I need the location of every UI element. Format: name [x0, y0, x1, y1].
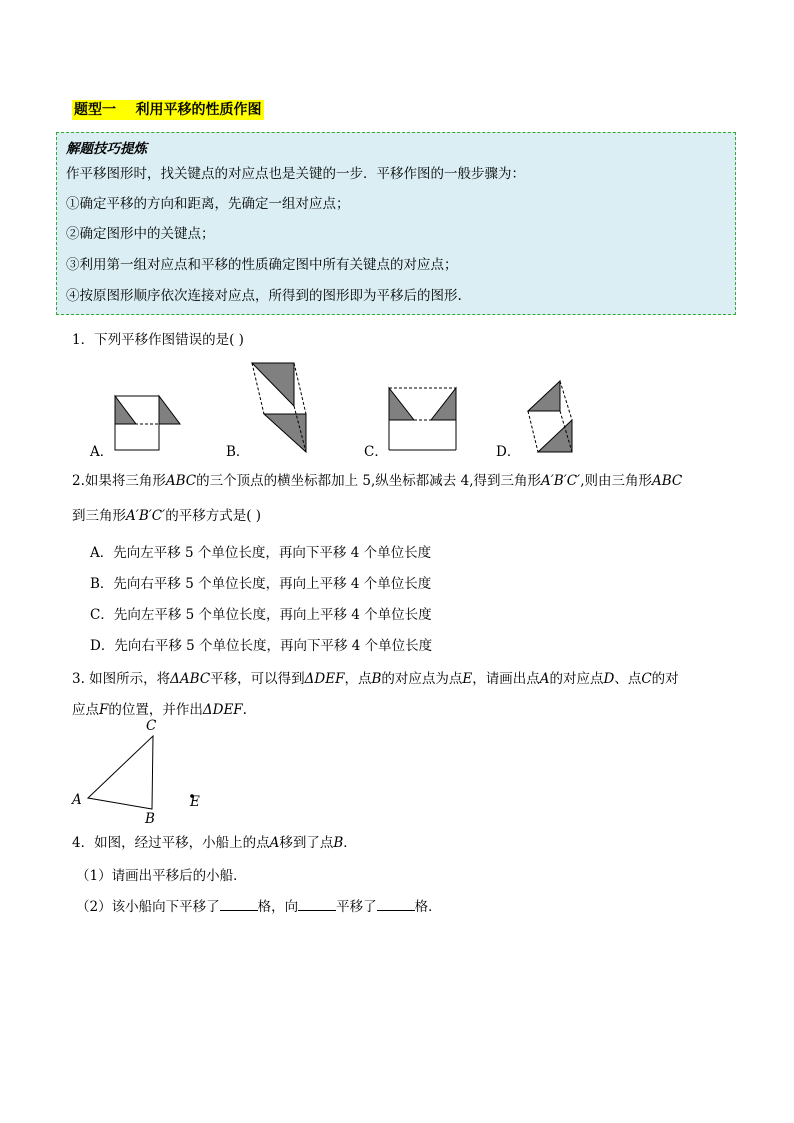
q4-sub-1: （1）请画出平移后的小船． [76, 868, 247, 884]
q2-option-d: D．先向右平移 5 个单位长度，再向下平移 4 个单位长度 [90, 638, 433, 654]
q3-point-c: C [146, 718, 157, 734]
q2-line-1: 2.如果将三角形ABC的三个顶点的横坐标都加上 5,纵坐标都减去 4,得到三角形A′B′C′,则由三角形ABC [72, 473, 683, 489]
q2-option-b: B．先向右平移 5 个单位长度，再向上平移 4 个单位长度 [90, 576, 432, 592]
q1-option-d-label: D． [496, 444, 521, 460]
q3-line-1: 3. 如图所示，将ΔABC平移，可以得到ΔDEF，点B的对应点为点E，请画出点A的对应点D、点C的对 [72, 671, 679, 687]
q4-stem: 4．如图，经过平移，小船上的点A移到了点B． [72, 835, 357, 851]
q2-option-a: A．先向左平移 5 个单位长度，再向下平移 4 个单位长度 [90, 545, 432, 561]
q1-option-b-label: B． [226, 444, 250, 460]
tips-line-4: ③利用第一组对应点和平移的性质确定图中所有关键点的对应点； [66, 257, 458, 273]
q4-blank-1[interactable] [220, 898, 258, 911]
tips-title: 解题技巧提炼 [66, 141, 147, 157]
q1-option-c-figure [386, 384, 462, 454]
q1-option-c-label: C． [364, 444, 388, 460]
q3-point-a: A [72, 792, 82, 808]
q3-line-2: 应点F的位置，并作出ΔDEF. [72, 702, 247, 718]
q2-line-2: 到三角形A′B′C′的平移方式是( ) [72, 508, 262, 524]
q3-point-e: E [190, 794, 200, 810]
section-heading: 题型一 利用平移的性质作图 [74, 102, 262, 118]
q1-option-d-figure [520, 378, 580, 456]
tips-line-1: 作平移图形时，找关键点的对应点也是关键的一步．平移作图的一般步骤为： [66, 166, 525, 182]
q4-blank-3[interactable] [377, 898, 415, 911]
q3-point-b: B [145, 811, 155, 827]
q1-stem: 1．下列平移作图错误的是( ) [72, 332, 244, 348]
q1-option-a-figure [112, 392, 184, 454]
q4-sub-2: （2）该小船向下平移了 格，向 平移了 格． [76, 899, 442, 915]
q1-option-b-figure [246, 360, 312, 456]
q2-option-c: C．先向左平移 5 个单位长度，再向上平移 4 个单位长度 [90, 607, 432, 623]
q4-blank-2[interactable] [298, 898, 336, 911]
q1-option-a-label: A． [90, 444, 114, 460]
tips-line-5: ④按原图形顺序依次连接对应点，所得到的图形即为平移后的图形. [66, 288, 462, 304]
tips-line-2: ①确定平移的方向和距离，先确定一组对应点； [66, 196, 350, 212]
q3-triangle-figure [68, 716, 218, 830]
tips-line-3: ②确定图形中的关键点； [66, 226, 215, 242]
